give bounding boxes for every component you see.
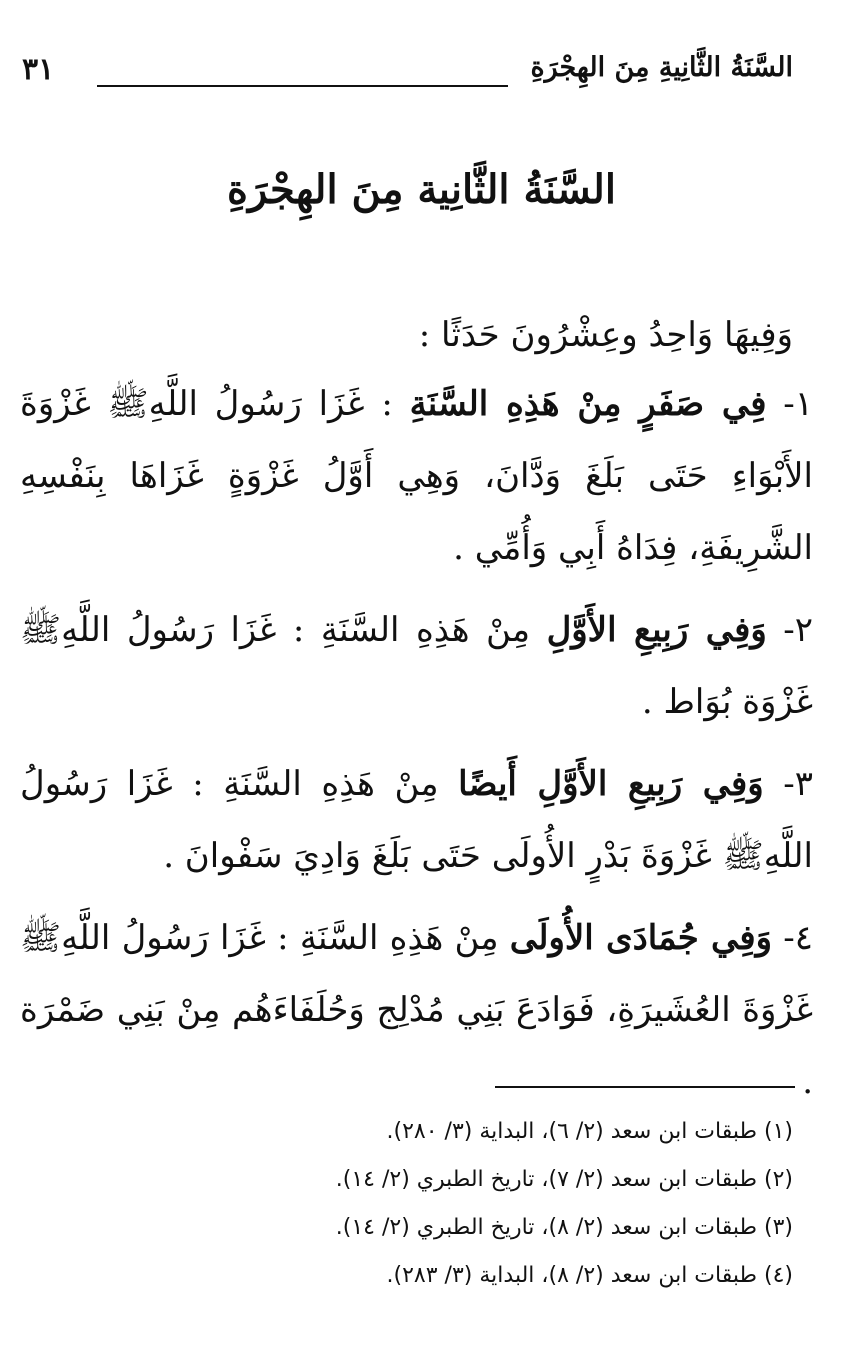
footnote: (٣) طبقات ابن سعد (٢/ ٨)، تاريخ الطبري (٢/ ١٤). — [335, 1215, 793, 1240]
running-title: السَّنَةُ الثَّانِيةِ مِنَ الهِجْرَةِ — [530, 52, 793, 83]
chapter-title: السَّنَةُ الثَّانِية مِنَ الهِجْرَةِ — [227, 166, 616, 213]
event-number: ٤ — [794, 918, 813, 958]
event-item — [20, 368, 813, 584]
event-dash: - — [772, 918, 795, 958]
event-lead: وَفِي جُمَادَى الأُولَى — [509, 918, 773, 958]
event-list — [20, 368, 813, 1128]
event-lead: فِي صَفَرٍ مِنْ هَذِهِ السَّنَةِ — [409, 384, 767, 424]
event-number: ٢ — [794, 610, 813, 650]
page-number: ٣١ — [22, 52, 55, 87]
event-text: : غَزَا رَسُولُ اللَّهِﷺ غَزْوَةَ الأَبْوَاءِ حَتَى بَلَغَ وَدَّانَ، وَهِي أَوَّلُ غَزْوَةٍ غَزَاهَا بِنَفْسِهِ الشَّرِيفَةِ، فِدَاهُ أَبِي وَأُمِّي . — [20, 384, 813, 568]
event-text: مِنْ هَذِهِ السَّنَةِ : غَزَا رَسُولُ اللَّهِﷺ غَزْوَةَ بَدْرٍ الأُولَى حَتَى بَلَغَ وَادِيَ سَفْوانَ . — [20, 764, 813, 876]
event-number: ٣ — [794, 764, 813, 804]
footnote-list — [20, 1108, 793, 1300]
header-rule — [97, 85, 508, 87]
footnote-rule — [495, 1086, 795, 1088]
event-number: ١ — [794, 384, 814, 424]
event-dash: - — [766, 610, 795, 650]
footnote: (٤) طبقات ابن سعد (٢/ ٨)، البداية (٣/ ٢٨٣). — [386, 1263, 793, 1288]
event-text: مِنْ هَذِهِ السَّنَةِ : غَزَا رَسُولُ اللَّهِﷺ غَزْوَة بُوَاط . — [20, 610, 813, 722]
event-item — [20, 748, 813, 892]
event-text: مِنْ هَذِهِ السَّنَةِ : غَزَا رَسُولُ اللَّهِﷺ غَزْوَةَ العُشَيرَةِ، فَوَادَعَ بَنِي مُدْلِج وَحُلَفَاءَهُم مِنْ بَنِي ضَمْرَة . — [20, 918, 813, 1102]
page-header — [22, 52, 793, 92]
event-dash: - — [766, 384, 795, 424]
event-item — [20, 594, 813, 738]
event-lead: وَفِي رَبِيعِ الأَوَّلِ أَيضًا — [458, 764, 764, 804]
footnote: (٢) طبقات ابن سعد (٢/ ٧)، تاريخ الطبري (٢/ ١٤). — [335, 1167, 793, 1192]
intro-text: وَفِيهَا وَاحِدُ وعِشْرُونَ حَدَثًا : — [418, 315, 793, 355]
event-lead: وَفِي رَبِيعِ الأَوَّلِ — [546, 610, 767, 650]
footnote: (١) طبقات ابن سعد (٢/ ٦)، البداية (٣/ ٢٨٠). — [386, 1119, 793, 1144]
event-dash: - — [763, 764, 795, 804]
